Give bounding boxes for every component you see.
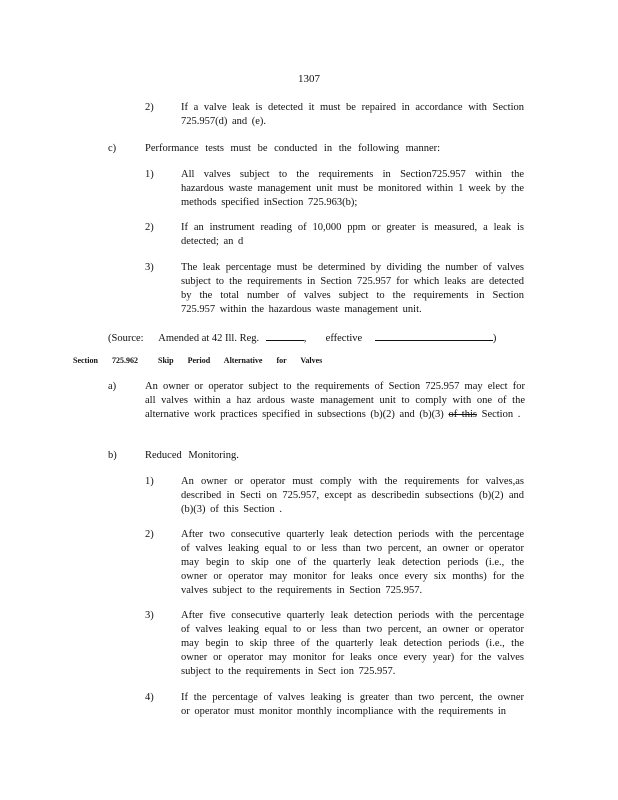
item-label: 2) — [145, 222, 154, 233]
item-label: 3) — [145, 262, 154, 273]
item-label: 2) — [145, 529, 154, 540]
source-close: ) — [492, 333, 497, 344]
paragraph-leak-percentage: The leak percentage must be determined by dividing the number of valves subject to the requirements in Section 725.957 for which leaks are detected by the total number of valves subject to the requirements in Section 725.957 within the hazardous waste management unit. — [181, 262, 524, 315]
paragraph-valves-monitored: All valves subject to the requirements in Section725.957 within the hazardous waste management unit must be monitored within 1 week by the methods specified inSection 725.963(b); — [181, 169, 524, 208]
paragraph-valve-leak-repair: If a valve leak is detected it must be repaired in accordance with Section 725.957(d) and (e). — [181, 102, 524, 127]
effective-date-blank — [375, 329, 493, 341]
item-label: c) — [108, 143, 117, 154]
paragraph-skip-one-period: After two consecutive quarterly leak detection periods with the percentage of valves leaking equal to or less than two percent, an owner or operator may begin to skip one of the quarterly leak detection periods (i.e., the owner or operator may monitor for leaks once every six months) for the valves subject to the requirements in Section 725.957. — [181, 529, 524, 596]
item-label: 2) — [145, 102, 154, 113]
paragraph-monthly-monitoring: If the percentage of valves leaking is greater than two percent, the owner or operator must monitor monthly incompliance with the requirements in — [181, 692, 524, 717]
source-effective: effective — [325, 333, 363, 344]
item-label: 1) — [145, 476, 154, 487]
paragraph-performance-tests: Performance tests must be conducted in the following manner: — [145, 143, 441, 154]
paragraph-owner-may-elect — [145, 380, 525, 422]
page-number: 1307 — [298, 73, 320, 85]
struck-text: of this — [448, 409, 477, 420]
register-blank — [266, 329, 304, 341]
item-label: b) — [108, 450, 117, 461]
paragraph-skip-three-periods: After five consecutive quarterly leak detection periods with the percentage of valves leaking equal to or less than two percent, an owner or operator may begin to skip three of the quarterly leak detection periods (i.e., the owner or operator may monitor for leaks once every year) for the valves subject to the requirements in Sect ion 725.957. — [181, 610, 524, 677]
item-label: 1) — [145, 169, 154, 180]
item-label: 3) — [145, 610, 154, 621]
paragraph-owner-must-comply: An owner or operator must comply with the requirements for valves,as described in Secti on 725.957, except as describedin subsections (b)(2) and (b)(3) of this Section . — [181, 476, 524, 515]
source-amended: Amended at 42 Ill. Reg. — [158, 333, 260, 344]
paragraph-reduced-monitoring: Reduced Monitoring. — [145, 450, 239, 461]
paragraph-instrument-reading: If an instrument reading of 10,000 ppm or greater is measured, a leak is detected; an d — [181, 222, 524, 247]
paragraph-text: An owner or operator subject to the requirements of Section 725.957 may elect for all valves within a haz ardous waste management unit to comply with one of the alternative work practices specified in subsections (b)(2) and (b)(3) — [145, 381, 525, 420]
item-label: a) — [108, 381, 117, 392]
item-label: 4) — [145, 692, 154, 703]
section-number: 725.962 — [112, 356, 138, 365]
section-title: Skip Period Alternative for Valves — [158, 356, 323, 365]
paragraph-tail: Section . — [481, 409, 521, 420]
source-note: (Source: Amended at 42 Ill. Reg. , effective ) — [108, 329, 496, 346]
section-prefix: Section — [73, 356, 98, 365]
source-open: (Source: — [108, 333, 144, 344]
